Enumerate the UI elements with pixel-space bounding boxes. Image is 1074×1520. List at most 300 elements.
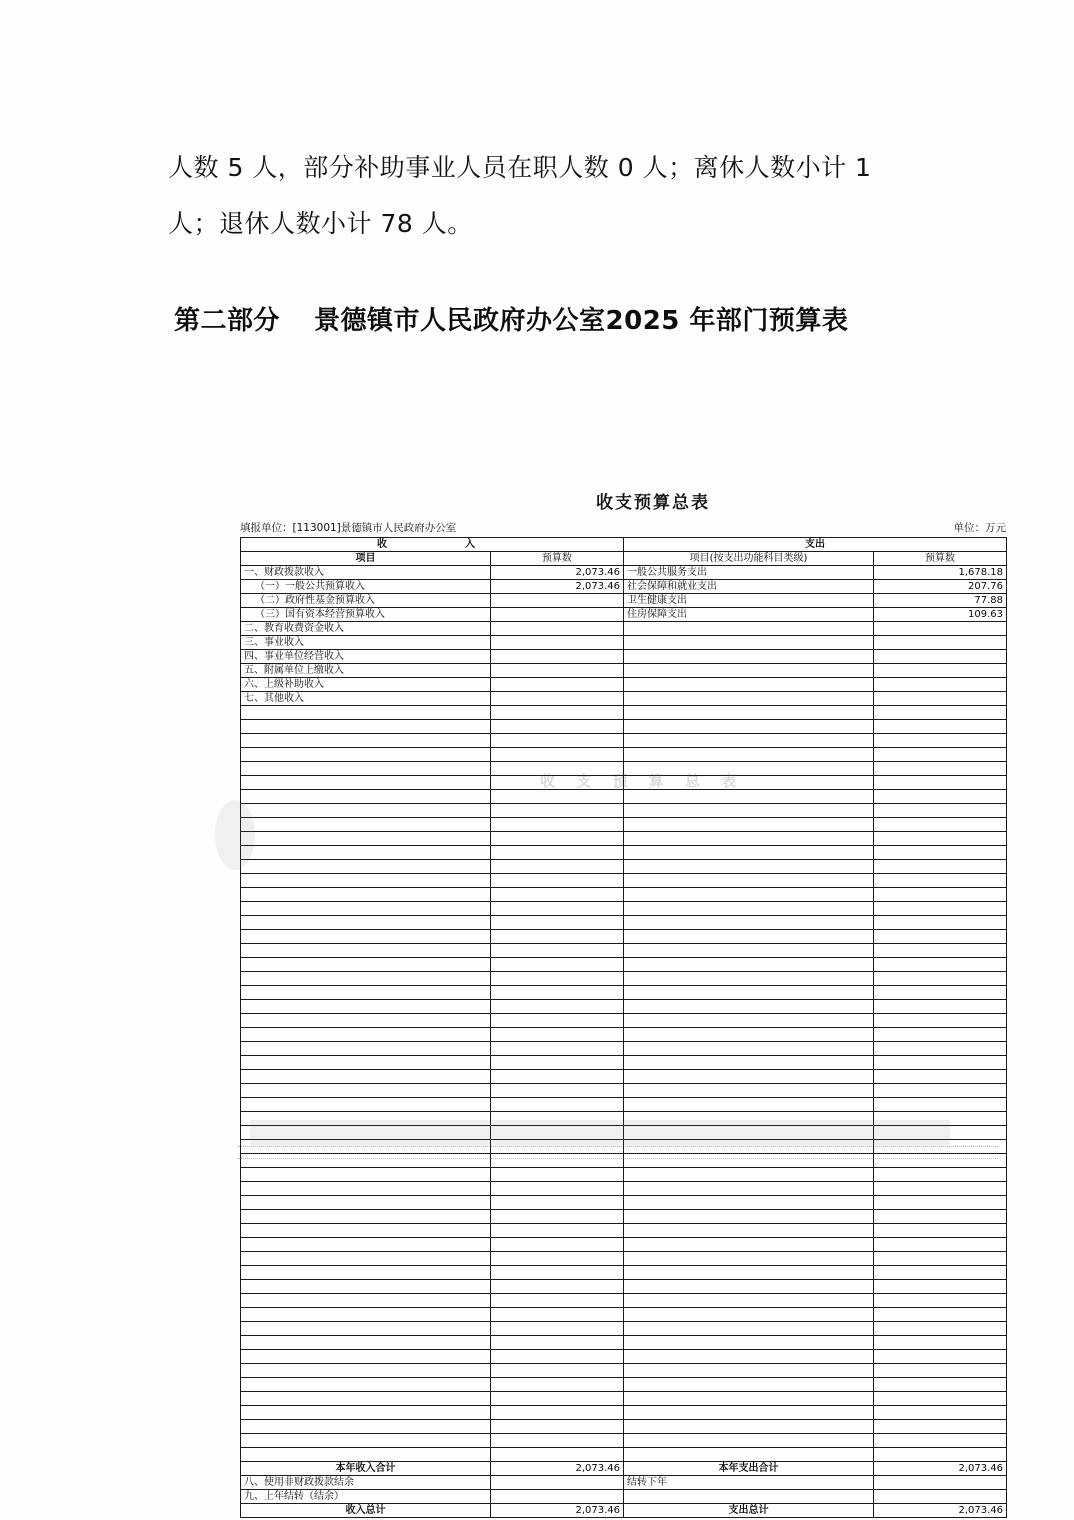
- blank-cell: [624, 1266, 874, 1280]
- blank-cell: [491, 1000, 624, 1014]
- blank-cell: [874, 1042, 1007, 1056]
- blank-cell: [624, 1070, 874, 1084]
- blank-cell: [624, 846, 874, 860]
- blank-cell: [491, 1406, 624, 1420]
- table-blank-row: [241, 1042, 1007, 1056]
- blank-cell: [874, 986, 1007, 1000]
- section-heading-left: 第二部分: [174, 306, 281, 336]
- blank-cell: [491, 1042, 624, 1056]
- table-blank-row: [241, 1196, 1007, 1210]
- income-item-value: [491, 678, 624, 692]
- blank-cell: [874, 958, 1007, 972]
- blank-cell: [241, 1406, 491, 1420]
- table-blank-row: [241, 1350, 1007, 1364]
- blank-cell: [241, 1378, 491, 1392]
- col-header-income-item: 项目: [241, 552, 491, 566]
- expense-item-label: 卫生健康支出: [624, 594, 874, 608]
- blank-cell: [491, 1294, 624, 1308]
- blank-cell: [241, 720, 491, 734]
- blank-cell: [491, 874, 624, 888]
- blank-cell: [874, 1028, 1007, 1042]
- blank-cell: [624, 902, 874, 916]
- blank-cell: [874, 1224, 1007, 1238]
- blank-cell: [241, 874, 491, 888]
- table-blank-row: [241, 1364, 1007, 1378]
- blank-cell: [624, 1280, 874, 1294]
- table-blank-row: [241, 874, 1007, 888]
- blank-cell: [624, 1364, 874, 1378]
- table-row: [241, 566, 1007, 580]
- income-item-value: [491, 594, 624, 608]
- expense-item-label: [624, 692, 874, 706]
- blank-cell: [491, 1098, 624, 1112]
- table-blank-row: [241, 986, 1007, 1000]
- table-blank-row: [241, 1294, 1007, 1308]
- budget-table: [240, 537, 1007, 1518]
- blank-cell: [624, 1434, 874, 1448]
- blank-cell: [624, 720, 874, 734]
- blank-cell: [491, 1350, 624, 1364]
- blank-cell: [241, 1168, 491, 1182]
- table-blank-row: [241, 1154, 1007, 1168]
- blank-cell: [241, 1238, 491, 1252]
- blank-cell: [241, 1084, 491, 1098]
- footer-income-value: 2,073.46: [491, 1462, 624, 1476]
- blank-cell: [874, 888, 1007, 902]
- blank-cell: [241, 1126, 491, 1140]
- blank-cell: [491, 1448, 624, 1462]
- table-footer-row: [241, 1490, 1007, 1504]
- income-item-value: [491, 650, 624, 664]
- blank-cell: [241, 706, 491, 720]
- table-blank-row: [241, 1252, 1007, 1266]
- blank-cell: [874, 776, 1007, 790]
- blank-cell: [624, 762, 874, 776]
- table-blank-row: [241, 888, 1007, 902]
- blank-cell: [241, 860, 491, 874]
- income-item-label: 一、财政拨款收入: [241, 566, 491, 580]
- section-heading-right: 景德镇市人民政府办公室2025 年部门预算表: [314, 306, 849, 336]
- table-group-header-row: [241, 538, 1007, 552]
- expense-item-value: [874, 650, 1007, 664]
- table-blank-row: [241, 818, 1007, 832]
- blank-cell: [241, 1154, 491, 1168]
- blank-cell: [241, 1070, 491, 1084]
- blank-cell: [624, 1448, 874, 1462]
- table-blank-row: [241, 1280, 1007, 1294]
- blank-cell: [241, 1196, 491, 1210]
- table-blank-row: [241, 1084, 1007, 1098]
- blank-cell: [624, 1308, 874, 1322]
- blank-cell: [874, 1000, 1007, 1014]
- table-blank-row: [241, 1406, 1007, 1420]
- blank-cell: [491, 1070, 624, 1084]
- income-item-label: （二）政府性基金预算收入: [241, 594, 491, 608]
- table-blank-row: [241, 1378, 1007, 1392]
- blank-cell: [624, 972, 874, 986]
- expense-item-label: [624, 622, 874, 636]
- scan-ghost-title: 收 支 预 算 总 表: [540, 772, 745, 790]
- blank-cell: [491, 860, 624, 874]
- blank-cell: [874, 1336, 1007, 1350]
- blank-cell: [491, 762, 624, 776]
- blank-cell: [624, 790, 874, 804]
- blank-cell: [874, 790, 1007, 804]
- blank-cell: [241, 986, 491, 1000]
- blank-cell: [241, 944, 491, 958]
- table-blank-row: [241, 1224, 1007, 1238]
- blank-cell: [874, 1056, 1007, 1070]
- blank-cell: [874, 1308, 1007, 1322]
- blank-cell: [624, 1350, 874, 1364]
- table-row: [241, 608, 1007, 622]
- expense-item-label: [624, 664, 874, 678]
- blank-cell: [241, 1322, 491, 1336]
- expense-item-value: [874, 664, 1007, 678]
- expense-item-value: [874, 692, 1007, 706]
- table-blank-row: [241, 804, 1007, 818]
- blank-cell: [874, 720, 1007, 734]
- blank-cell: [874, 804, 1007, 818]
- blank-cell: [874, 1364, 1007, 1378]
- table-blank-row: [241, 1322, 1007, 1336]
- expense-item-label: [624, 678, 874, 692]
- footer-income-value: [491, 1490, 624, 1504]
- blank-cell: [874, 1154, 1007, 1168]
- blank-cell: [491, 1336, 624, 1350]
- blank-cell: [874, 1070, 1007, 1084]
- footer-expense-value: 2,073.46: [874, 1462, 1007, 1476]
- blank-cell: [241, 1392, 491, 1406]
- group-header-expense: 支出: [624, 538, 1007, 552]
- blank-cell: [874, 832, 1007, 846]
- expense-item-value: 109.63: [874, 608, 1007, 622]
- income-item-label: （一）一般公共预算收入: [241, 580, 491, 594]
- table-blank-row: [241, 1210, 1007, 1224]
- income-item-label: 四、事业单位经营收入: [241, 650, 491, 664]
- blank-cell: [874, 1322, 1007, 1336]
- blank-cell: [491, 1266, 624, 1280]
- blank-cell: [241, 1014, 491, 1028]
- blank-cell: [491, 1210, 624, 1224]
- blank-cell: [241, 1308, 491, 1322]
- blank-cell: [874, 706, 1007, 720]
- footer-expense-label: 本年支出合计: [624, 1462, 874, 1476]
- blank-cell: [874, 1280, 1007, 1294]
- income-item-label: 七、其他收入: [241, 692, 491, 706]
- footer-expense-value: [874, 1476, 1007, 1490]
- blank-cell: [241, 1098, 491, 1112]
- blank-cell: [874, 902, 1007, 916]
- blank-cell: [624, 1336, 874, 1350]
- table-column-header-row: [241, 552, 1007, 566]
- blank-cell: [874, 1084, 1007, 1098]
- blank-cell: [874, 1112, 1007, 1126]
- table-blank-row: [241, 1182, 1007, 1196]
- blank-cell: [624, 874, 874, 888]
- blank-cell: [624, 1420, 874, 1434]
- blank-cell: [624, 1168, 874, 1182]
- blank-cell: [491, 790, 624, 804]
- blank-cell: [491, 832, 624, 846]
- blank-cell: [491, 1392, 624, 1406]
- blank-cell: [624, 1252, 874, 1266]
- table-blank-row: [241, 832, 1007, 846]
- blank-cell: [624, 1000, 874, 1014]
- section-heading: [174, 300, 974, 337]
- blank-cell: [241, 1336, 491, 1350]
- blank-cell: [491, 748, 624, 762]
- table-blank-row: [241, 748, 1007, 762]
- income-item-value: 2,073.46: [491, 580, 624, 594]
- blank-cell: [624, 1154, 874, 1168]
- table-row: [241, 650, 1007, 664]
- blank-cell: [874, 1434, 1007, 1448]
- blank-cell: [491, 1182, 624, 1196]
- blank-cell: [874, 1238, 1007, 1252]
- blank-cell: [624, 804, 874, 818]
- blank-cell: [624, 1042, 874, 1056]
- income-item-label: （三）国有资本经营预算收入: [241, 608, 491, 622]
- blank-cell: [874, 818, 1007, 832]
- footer-expense-label: 结转下年: [624, 1476, 874, 1490]
- blank-cell: [624, 1238, 874, 1252]
- blank-cell: [491, 734, 624, 748]
- blank-cell: [241, 930, 491, 944]
- table-blank-row: [241, 790, 1007, 804]
- blank-cell: [491, 1224, 624, 1238]
- blank-cell: [491, 958, 624, 972]
- blank-cell: [624, 930, 874, 944]
- blank-cell: [241, 790, 491, 804]
- blank-cell: [241, 1042, 491, 1056]
- blank-cell: [241, 1420, 491, 1434]
- blank-cell: [491, 916, 624, 930]
- table-blank-row: [241, 1000, 1007, 1014]
- table-blank-row: [241, 734, 1007, 748]
- blank-cell: [491, 1154, 624, 1168]
- blank-cell: [624, 1210, 874, 1224]
- blank-cell: [241, 1182, 491, 1196]
- table-blank-row: [241, 1070, 1007, 1084]
- blank-cell: [491, 1126, 624, 1140]
- blank-cell: [241, 734, 491, 748]
- table-blank-row: [241, 1392, 1007, 1406]
- blank-cell: [241, 762, 491, 776]
- blank-cell: [624, 748, 874, 762]
- blank-cell: [624, 1014, 874, 1028]
- blank-cell: [624, 1126, 874, 1140]
- blank-cell: [624, 1322, 874, 1336]
- blank-cell: [624, 1182, 874, 1196]
- blank-cell: [624, 1098, 874, 1112]
- blank-cell: [491, 888, 624, 902]
- blank-cell: [874, 1392, 1007, 1406]
- blank-cell: [241, 1364, 491, 1378]
- blank-cell: [241, 846, 491, 860]
- blank-cell: [624, 818, 874, 832]
- blank-cell: [624, 860, 874, 874]
- blank-cell: [241, 776, 491, 790]
- col-header-expense-item: 项目(按支出功能科目类级): [624, 552, 874, 566]
- blank-cell: [874, 916, 1007, 930]
- blank-cell: [624, 1140, 874, 1154]
- table-blank-row: [241, 1168, 1007, 1182]
- blank-cell: [241, 1224, 491, 1238]
- income-item-label: 二、教育收费资金收入: [241, 622, 491, 636]
- table-footer-row: [241, 1476, 1007, 1490]
- blank-cell: [624, 1406, 874, 1420]
- blank-cell: [874, 874, 1007, 888]
- blank-cell: [241, 1448, 491, 1462]
- blank-cell: [874, 944, 1007, 958]
- blank-cell: [624, 1028, 874, 1042]
- blank-cell: [491, 1056, 624, 1070]
- blank-cell: [874, 1266, 1007, 1280]
- table-blank-row: [241, 1336, 1007, 1350]
- blank-cell: [241, 1280, 491, 1294]
- table-blank-row: [241, 944, 1007, 958]
- income-item-value: [491, 608, 624, 622]
- blank-cell: [491, 1084, 624, 1098]
- blank-cell: [624, 916, 874, 930]
- blank-cell: [624, 832, 874, 846]
- expense-item-value: [874, 636, 1007, 650]
- blank-cell: [241, 818, 491, 832]
- footer-income-value: 2,073.46: [491, 1504, 624, 1518]
- blank-cell: [491, 1140, 624, 1154]
- expense-item-value: 77.88: [874, 594, 1007, 608]
- blank-cell: [491, 944, 624, 958]
- blank-cell: [241, 1112, 491, 1126]
- table-blank-row: [241, 1266, 1007, 1280]
- table-row: [241, 622, 1007, 636]
- table-row: [241, 636, 1007, 650]
- blank-cell: [491, 776, 624, 790]
- blank-cell: [491, 1308, 624, 1322]
- blank-cell: [491, 818, 624, 832]
- blank-cell: [624, 1112, 874, 1126]
- table-blank-row: [241, 1238, 1007, 1252]
- blank-cell: [241, 1294, 491, 1308]
- income-item-value: [491, 692, 624, 706]
- footer-income-label: 九、上年结转（结余）: [241, 1490, 491, 1504]
- blank-cell: [491, 1238, 624, 1252]
- blank-cell: [624, 1294, 874, 1308]
- reporting-unit: 填报单位：[113001]景德镇市人民政府办公室: [240, 522, 457, 534]
- blank-cell: [241, 1350, 491, 1364]
- income-item-value: [491, 664, 624, 678]
- blank-cell: [241, 1266, 491, 1280]
- blank-cell: [874, 1448, 1007, 1462]
- blank-cell: [874, 1014, 1007, 1028]
- blank-cell: [624, 734, 874, 748]
- table-footer-row: [241, 1504, 1007, 1518]
- blank-cell: [241, 1140, 491, 1154]
- blank-cell: [491, 1196, 624, 1210]
- blank-cell: [874, 1210, 1007, 1224]
- body-paragraph: 人数 5 人，部分补助事业人员在职人数 0 人；离休人数小计 1 人；退休人数小计 78 人。: [168, 153, 872, 238]
- table-blank-row: [241, 1028, 1007, 1042]
- blank-cell: [624, 1224, 874, 1238]
- blank-cell: [491, 1028, 624, 1042]
- table-row: [241, 692, 1007, 706]
- blank-cell: [624, 1196, 874, 1210]
- footer-expense-value: 2,073.46: [874, 1504, 1007, 1518]
- income-item-value: 2,073.46: [491, 566, 624, 580]
- table-blank-row: [241, 776, 1007, 790]
- blank-cell: [241, 804, 491, 818]
- blank-cell: [491, 1014, 624, 1028]
- blank-cell: [874, 748, 1007, 762]
- table-blank-row: [241, 860, 1007, 874]
- table-blank-row: [241, 1098, 1007, 1112]
- table-blank-row: [241, 762, 1007, 776]
- blank-cell: [241, 888, 491, 902]
- blank-cell: [874, 1168, 1007, 1182]
- blank-cell: [874, 762, 1007, 776]
- blank-cell: [491, 804, 624, 818]
- blank-cell: [874, 1140, 1007, 1154]
- blank-cell: [624, 1378, 874, 1392]
- blank-cell: [241, 958, 491, 972]
- footer-income-label: 本年收入合计: [241, 1462, 491, 1476]
- expense-item-label: 社会保障和就业支出: [624, 580, 874, 594]
- blank-cell: [491, 1420, 624, 1434]
- blank-cell: [874, 1420, 1007, 1434]
- table-blank-row: [241, 1014, 1007, 1028]
- blank-cell: [874, 1196, 1007, 1210]
- budget-table-body: [241, 538, 1007, 1518]
- blank-cell: [241, 1252, 491, 1266]
- blank-cell: [624, 1084, 874, 1098]
- blank-cell: [624, 944, 874, 958]
- table-row: [241, 664, 1007, 678]
- blank-cell: [624, 986, 874, 1000]
- blank-cell: [491, 902, 624, 916]
- table-blank-row: [241, 706, 1007, 720]
- blank-cell: [624, 958, 874, 972]
- table-blank-row: [241, 1420, 1007, 1434]
- expense-item-label: [624, 636, 874, 650]
- blank-cell: [241, 1000, 491, 1014]
- blank-cell: [491, 1364, 624, 1378]
- blank-cell: [874, 972, 1007, 986]
- income-item-label: 三、事业收入: [241, 636, 491, 650]
- table-blank-row: [241, 1056, 1007, 1070]
- footer-expense-value: [874, 1490, 1007, 1504]
- table-blank-row: [241, 930, 1007, 944]
- blank-cell: [241, 1028, 491, 1042]
- blank-cell: [491, 1378, 624, 1392]
- blank-cell: [874, 1378, 1007, 1392]
- footer-income-label: 八、使用非财政拨款结余: [241, 1476, 491, 1490]
- blank-cell: [874, 734, 1007, 748]
- table-blank-row: [241, 1112, 1007, 1126]
- blank-cell: [874, 846, 1007, 860]
- blank-cell: [491, 846, 624, 860]
- table-row: [241, 678, 1007, 692]
- blank-cell: [491, 972, 624, 986]
- table-footer-row: [241, 1462, 1007, 1476]
- col-header-expense-amount: 预算数: [874, 552, 1007, 566]
- blank-cell: [874, 1406, 1007, 1420]
- table-row: [241, 580, 1007, 594]
- budget-table-block: [240, 488, 1006, 1518]
- blank-cell: [624, 1056, 874, 1070]
- blank-cell: [874, 1252, 1007, 1266]
- blank-cell: [491, 1280, 624, 1294]
